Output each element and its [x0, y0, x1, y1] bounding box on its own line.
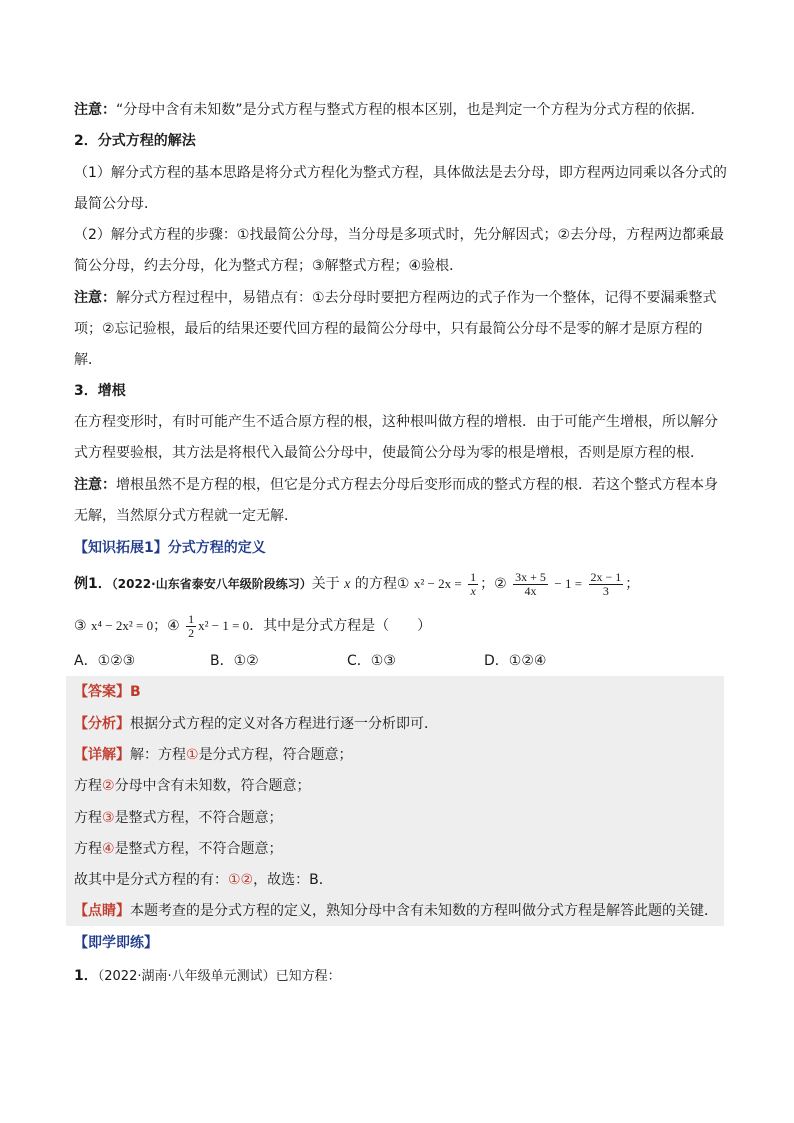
note-2-line-3: 解． — [74, 352, 102, 368]
detail-line-5: 故其中是分式方程的有：①②，故选：B． — [74, 872, 333, 888]
note-3-line-2: 无解，当然原分式方程就一定无解． — [74, 508, 298, 524]
detail-line-4: 方程④是整式方程，不符合题意； — [74, 841, 283, 857]
equation-3: x⁴ − 2x² = 0 — [91, 618, 154, 633]
example-question: ．其中是分式方程是（ ） — [249, 618, 432, 634]
section-3-title: 3．增根 — [74, 383, 126, 399]
paragraph-2-line-1: （2）解分式方程的步骤：①找最简公分母，当分母是多项式时，先分解因式；②去分母，方程两边都乘最 — [74, 227, 725, 243]
equation-2-marker: ② — [494, 576, 507, 592]
equation-1-fraction: $\frac{1}{x}$ — [470, 569, 477, 598]
practice-question-1: 1．（2022·湖南·八年级单元测试）已知方程： — [74, 968, 341, 984]
equation-1-marker: ① — [396, 576, 410, 592]
extension-title: 【知识拓展1】分式方程的定义 — [74, 540, 266, 556]
note-2-line-1: 注意：解分式方程过程中，易错点有：①去分母时要把方程两边的式子作为一个整体，记得不要漏乘整式 — [74, 290, 717, 306]
detail-line-1: 【详解】解：方程①是分式方程，符合题意； — [74, 747, 353, 763]
section-2-title: 2．分式方程的解法 — [74, 133, 196, 149]
option-b[interactable]: B．①② — [210, 653, 259, 669]
comment-line: 【点睛】本题考查的是分式方程的定义，熟知分母中含有未知数的方程叫做分式方程是解答此题的关键． — [74, 903, 718, 919]
paragraph-3-line-1: 在方程变形时，有时可能产生不适合原方程的根，这种根叫做方程的增根．由于可能产生增根，所以解分 — [74, 414, 718, 430]
paragraph-3-line-2: 式方程要验根，其方法是将根代入最简公分母中，使最简公分母为零的根是增根，否则是原方程的根． — [74, 445, 704, 461]
equation-4-rest: x² − 1 = 0 — [198, 618, 250, 633]
option-a[interactable]: A．①②③ — [74, 653, 136, 669]
paragraph-1-line-2: 最简公分母． — [74, 196, 158, 212]
option-d[interactable]: D．①②④ — [484, 653, 547, 669]
analysis-line: 【分析】根据分式方程的定义对各方程进行逐一分析即可． — [74, 716, 438, 732]
answer-line: 【答案】B — [74, 684, 141, 700]
equation-1-lhs: x² − 2x = — [413, 576, 462, 591]
detail-line-2: 方程②分母中含有未知数，符合题意； — [74, 778, 311, 794]
paragraph-2-line-2: 简公分母，约去分母，化为整式方程；③解整式方程；④验根． — [74, 258, 464, 274]
answer-value: B — [130, 684, 141, 700]
option-c[interactable]: C．①③ — [347, 653, 396, 669]
practice-title: 【即学即练】 — [74, 935, 158, 951]
note-1: 注意：“分母中含有未知数”是分式方程与整式方程的根本区别，也是判定一个方程为分式方程的依据． — [74, 102, 705, 118]
note-2-line-2: 项；②忘记验根，最后的结果还要代回方程的最简公分母中，只有最简公分母不是零的解才是原方程的 — [74, 321, 703, 337]
example-line-2: ③ x⁴ − 2x² = 0；④ $\frac{1}{2}$ x² − 1 = 0．其中是分式方程是（ ） — [74, 611, 432, 640]
equation-3-marker: ③ — [74, 618, 87, 634]
equation-2-middle: − 1 = — [554, 576, 583, 591]
equation-2-fraction-1: $\frac{3x + 5}{4x}$ — [515, 569, 546, 598]
note-3-line-1: 注意：增根虽然不是方程的根，但它是分式方程去分母后变形而成的整式方程的根．若这个整式方程本身 — [74, 477, 718, 493]
example-line-1: 例1．（2022·山东省泰安八年级阶段练习）关于 x 的方程① x² − 2x = $\frac{1}{x}$ ；② $\frac{3x + 5}{4x}$ − 1 = $\frac{2x - 1}{3}$ ； — [74, 569, 640, 598]
paragraph-1-line-1: （1）解分式方程的基本思路是将分式方程化为整式方程，具体做法是去分母，即方程两边同乘以各分式的 — [74, 165, 727, 181]
detail-line-3: 方程③是整式方程，不符合题意； — [74, 810, 283, 826]
equation-4-marker: ④ — [167, 618, 180, 634]
equation-2-fraction-2: $\frac{2x - 1}{3}$ — [590, 569, 622, 598]
equation-4-fraction: $\frac{1}{2}$ — [188, 611, 195, 640]
